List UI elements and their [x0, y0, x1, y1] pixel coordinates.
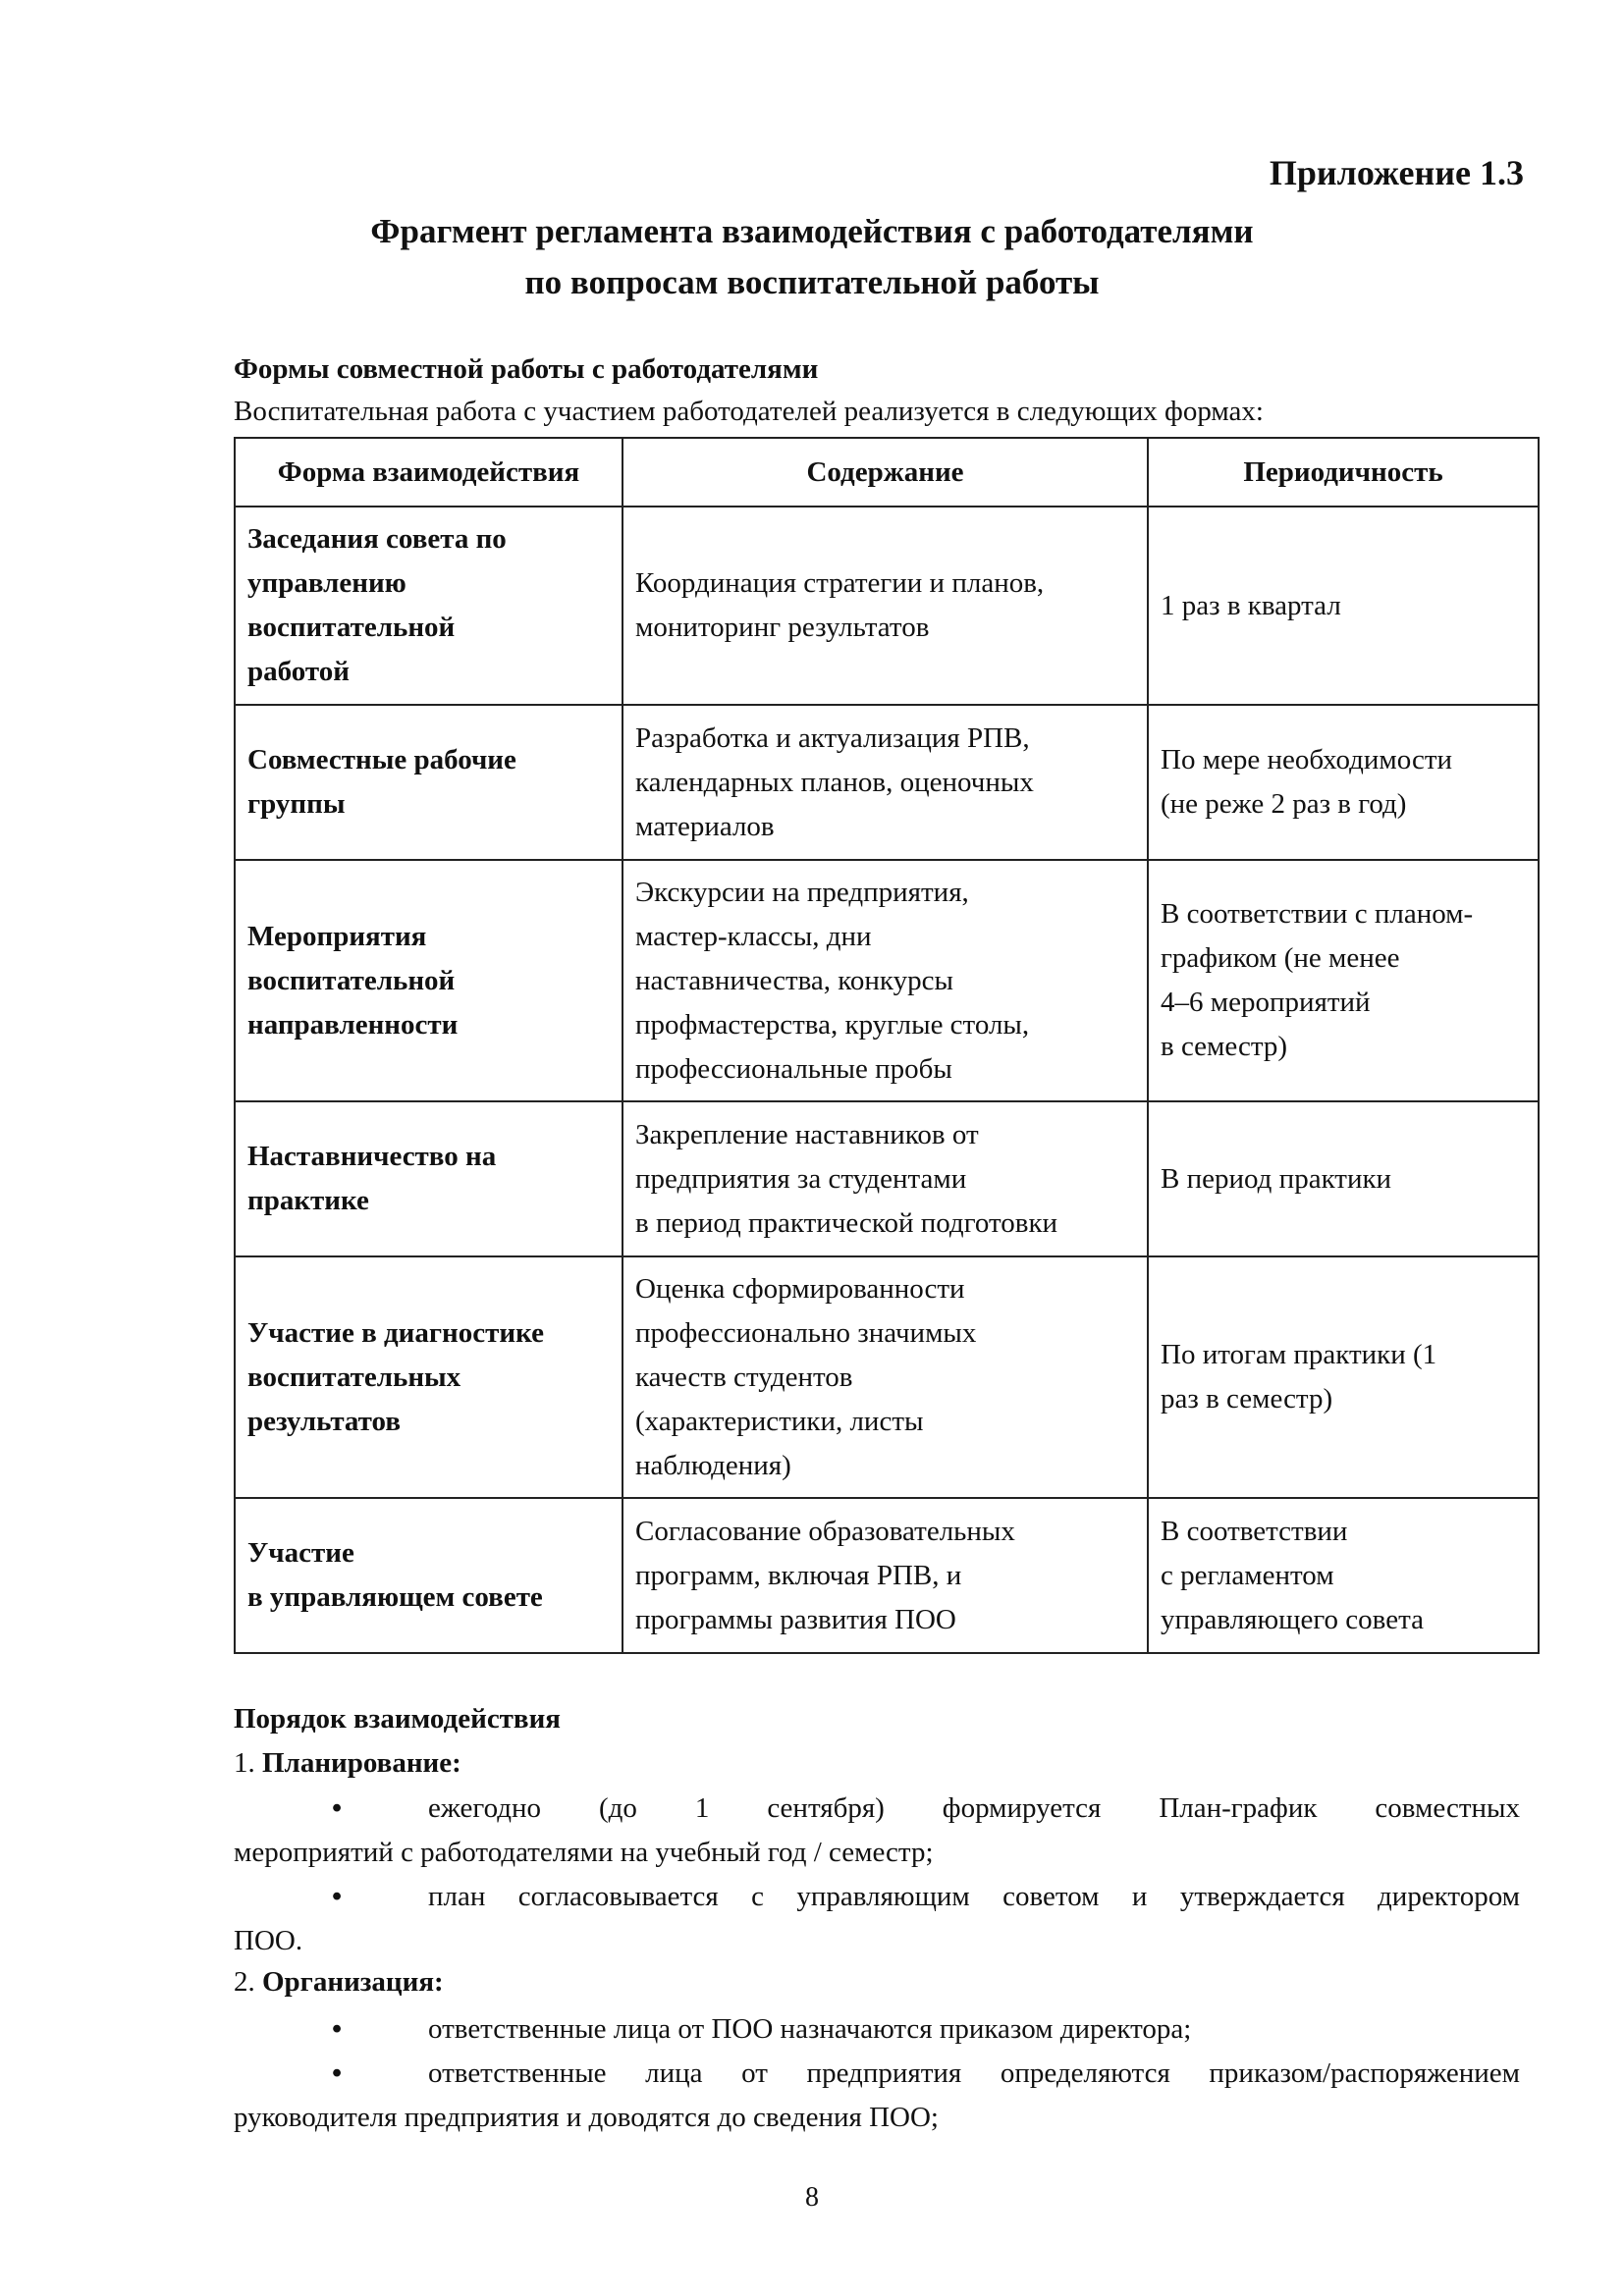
cell-line: профмастерства, круглые столы, — [635, 1008, 1030, 1041]
cell-line: Наставничество на — [247, 1141, 497, 1172]
cell-form — [235, 860, 623, 1101]
table-row — [235, 1101, 1539, 1256]
step-title: Планирование: — [262, 1747, 461, 1779]
cell-line: Заседания совета по — [247, 523, 507, 555]
cell-line: группы — [247, 788, 346, 820]
cell-line: графиком (не менее — [1161, 942, 1400, 974]
cell-form — [235, 1256, 623, 1498]
cell-line: предприятия за студентами — [635, 1162, 967, 1195]
bullet-text-first-line: план согласовывается с управляющим советом и утверждается директором — [428, 1881, 1520, 1912]
bullet-text-continuation: ПОО. — [234, 1925, 303, 1956]
cell-line: в управляющем совете — [247, 1581, 543, 1613]
bullet-text-continuation: руководителя предприятия и доводятся до сведения ПОО; — [234, 2102, 939, 2133]
table-row — [235, 1498, 1539, 1653]
table-row — [235, 705, 1539, 860]
bullet-text-first-line: ежегодно (до 1 сентября) формируется План-график совместных — [428, 1792, 1520, 1824]
cell-line: Согласование образовательных — [635, 1515, 1015, 1547]
order-section-heading: Порядок взаимодействия — [234, 1703, 561, 1735]
cell-content — [623, 705, 1148, 860]
cell-line: наблюдения) — [635, 1449, 791, 1481]
cell-line: В соответствии с планом- — [1161, 898, 1474, 930]
bullet-text-continuation: мероприятий с работодателями на учебный год / семестр; — [234, 1837, 934, 1868]
cell-line: мастер-классы, дни — [635, 920, 872, 952]
cell-form — [235, 1498, 623, 1653]
cell-line: воспитательной — [247, 964, 456, 996]
appendix-label: Приложение 1.3 — [1269, 153, 1524, 192]
step-number: 1. — [234, 1747, 255, 1779]
cell-line: Разработка и актуализация РПВ, — [635, 721, 1030, 754]
cell-line: Совместные рабочие — [247, 744, 516, 775]
cell-line: Оценка сформированности — [635, 1272, 965, 1305]
cell-line: результатов — [247, 1405, 401, 1437]
cell-line: профессиональные пробы — [635, 1052, 952, 1085]
cell-period — [1148, 1498, 1539, 1653]
cell-form — [235, 1101, 623, 1256]
cell-period — [1148, 1256, 1539, 1498]
cell-line: воспитательной — [247, 612, 456, 643]
step-planning — [234, 1747, 461, 1780]
table-body — [235, 507, 1539, 1653]
cell-line: качеств студентов — [635, 1361, 853, 1393]
list-item — [234, 1875, 1520, 1963]
cell-form — [235, 507, 623, 705]
cell-content — [623, 507, 1148, 705]
bullet-icon: • — [332, 2013, 343, 2045]
cell-period — [1148, 705, 1539, 860]
cell-line: Участие в диагностике — [247, 1316, 544, 1349]
cell-form — [235, 705, 623, 860]
cell-line: программ, включая РПВ, и — [635, 1559, 962, 1591]
cell-line: В соответствии — [1161, 1515, 1348, 1547]
bullet-icon: • — [332, 1881, 343, 1912]
cell-line: работой — [247, 656, 350, 687]
column-header-content: Содержание — [623, 438, 1148, 507]
cell-line: материалов — [635, 810, 775, 842]
cell-line: в период практической подготовки — [635, 1206, 1058, 1239]
step-title: Организация: — [262, 1966, 444, 1998]
interaction-forms-table — [234, 437, 1540, 1654]
title-line: по вопросам воспитательной работы — [524, 263, 1100, 301]
list-item — [234, 2052, 1520, 2140]
cell-line: 4–6 мероприятий — [1161, 987, 1371, 1018]
forms-intro-text: Воспитательная работа с участием работодателей реализуется в следующих формах: — [234, 396, 1264, 427]
cell-line: Мероприятия — [247, 920, 427, 952]
cell-line: с регламентом — [1161, 1559, 1334, 1591]
bullet-text-first-line: ответственные лица от предприятия определяются приказом/распоряжением — [428, 2057, 1520, 2089]
forms-section-heading: Формы совместной работы с работодателями — [234, 353, 819, 385]
cell-line: По итогам практики (1 — [1161, 1339, 1437, 1370]
cell-content — [623, 1256, 1148, 1498]
cell-line: в семестр) — [1161, 1031, 1288, 1062]
cell-content — [623, 860, 1148, 1101]
cell-line: раз в семестр) — [1161, 1383, 1333, 1415]
cell-line: Координация стратегии и планов, — [635, 567, 1045, 599]
cell-line: Закрепление наставников от — [635, 1118, 979, 1150]
cell-line: практике — [247, 1185, 369, 1216]
cell-line: По мере необходимости — [1161, 744, 1453, 775]
cell-period — [1148, 507, 1539, 705]
bullet-icon: • — [332, 2057, 343, 2089]
cell-line: направленности — [247, 1008, 459, 1041]
cell-line: программы развития ПОО — [635, 1603, 956, 1635]
table-row — [235, 507, 1539, 705]
column-header-period: Периодичность — [1148, 438, 1539, 507]
cell-content — [623, 1498, 1148, 1653]
page-number: 8 — [805, 2182, 819, 2213]
cell-line: календарных планов, оценочных — [635, 766, 1034, 798]
bullet-text-first-line: ответственные лица от ПОО назначаются приказом директора; — [428, 2013, 1192, 2045]
cell-line: (характеристики, листы — [635, 1405, 924, 1437]
title-line: Фрагмент регламента взаимодействия с работодателями — [370, 212, 1254, 250]
cell-line: управляющего совета — [1161, 1603, 1424, 1635]
cell-line: Экскурсии на предприятия, — [635, 876, 969, 908]
table-row — [235, 860, 1539, 1101]
cell-line: В период практики — [1161, 1162, 1392, 1195]
cell-line: управлению — [247, 567, 406, 599]
cell-content — [623, 1101, 1148, 1256]
list-item — [234, 1787, 1520, 1875]
cell-period — [1148, 860, 1539, 1101]
step-number: 2. — [234, 1966, 255, 1998]
cell-line: наставничества, конкурсы — [635, 964, 953, 996]
cell-period — [1148, 1101, 1539, 1256]
cell-line: Участие — [247, 1537, 354, 1569]
cell-line: профессионально значимых — [635, 1316, 977, 1349]
cell-line: воспитательных — [247, 1361, 461, 1393]
cell-line: 1 раз в квартал — [1161, 589, 1341, 621]
document-title — [0, 206, 1624, 308]
cell-line: мониторинг результатов — [635, 612, 930, 643]
cell-line: (не реже 2 раз в год) — [1161, 788, 1407, 820]
table-header-row — [235, 438, 1539, 507]
step-organization — [234, 1966, 444, 1999]
bullet-icon: • — [332, 1792, 343, 1824]
table-row — [235, 1256, 1539, 1498]
column-header-form: Форма взаимодействия — [235, 438, 623, 507]
list-item — [234, 2007, 1520, 2052]
